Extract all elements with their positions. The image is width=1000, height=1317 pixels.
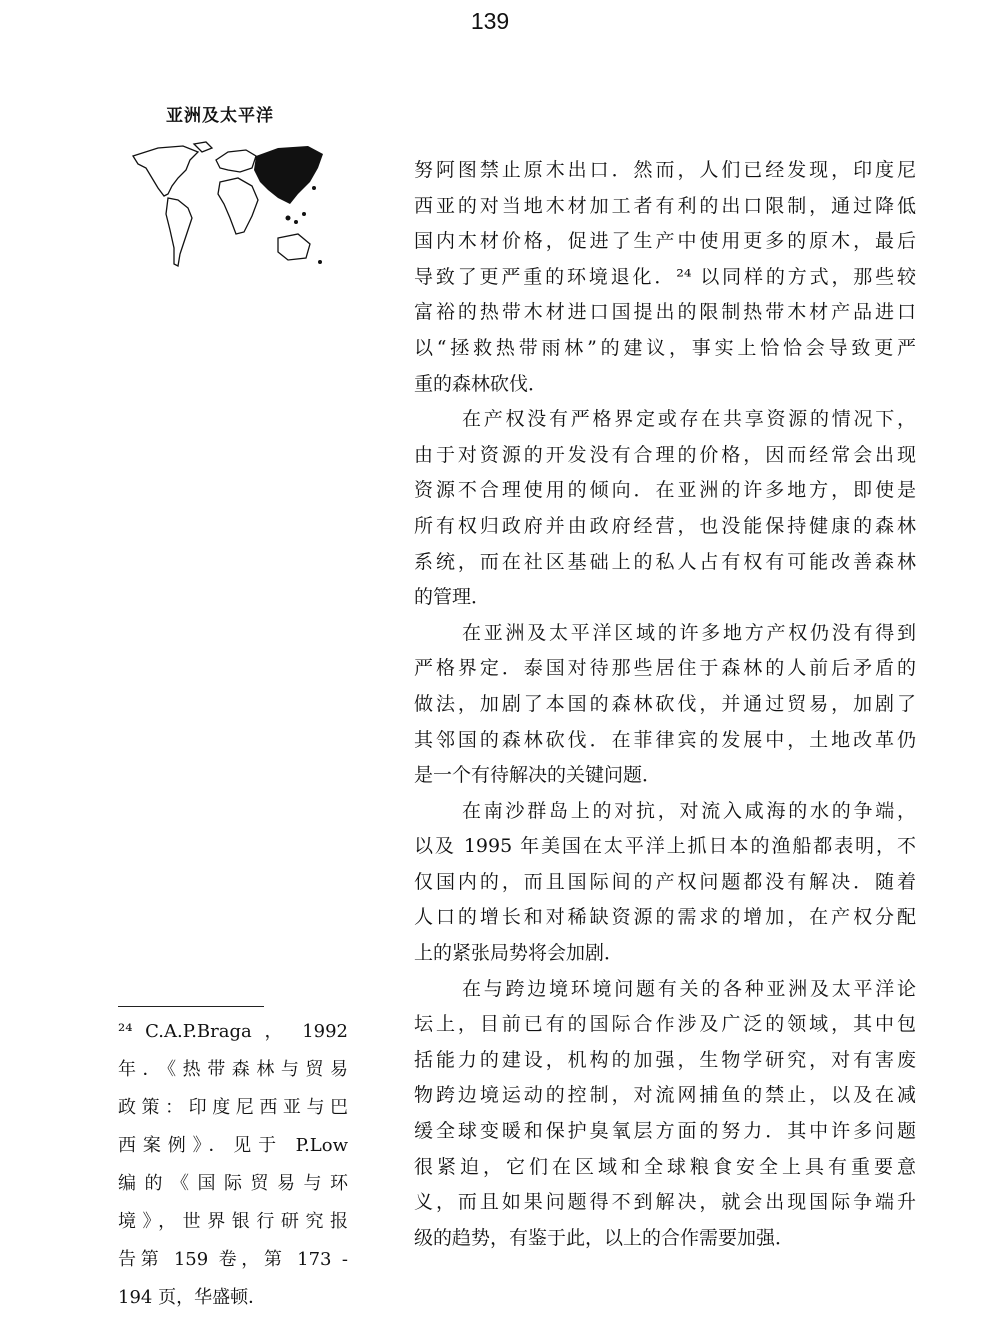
asia-highlight [254, 146, 323, 204]
text-line: 导致了更严重的环境退化．²⁴ 以同样的方式，那些较 [414, 265, 916, 288]
text-line: 严格界定．泰国对待那些居住于森林的人前后矛盾的 [414, 657, 916, 680]
text-line: 在产权没有严格界定或存在共享资源的情况下， [462, 408, 916, 431]
text-line: 义，而且如果问题得不到解决，就会出现国际争端升 [414, 1191, 916, 1214]
text-line: 人口的增长和对稀缺资源的需求的增加，在产权分配 [414, 906, 916, 929]
footnote-line: 编的《国际贸易与环 [118, 1173, 348, 1194]
footnote-line: 西案例》．见于 P.Low [118, 1135, 348, 1156]
footnote-line: 境》，世界银行研究报 [118, 1211, 348, 1232]
text-line: 括能力的建设，机构的加强，生物学研究，对有害废 [414, 1048, 916, 1071]
text-line: 的管理． [414, 586, 491, 609]
footnote-line: 年．《热带森林与贸易 [118, 1059, 348, 1080]
text-line: 在与跨边境环境问题有关的各种亚洲及太平洋论 [462, 977, 916, 1000]
text-line: 在亚洲及太平洋区域的许多地方产权仍没有得到 [462, 621, 916, 644]
paragraph [414, 972, 916, 1257]
text-line: 物跨边境运动的控制，对流网捕鱼的禁止，以及在减 [414, 1084, 916, 1107]
text-line: 富裕的热带木材进口国提出的限制热带木材产品进口 [414, 301, 916, 324]
region-heading: 亚洲及太平洋 [166, 106, 274, 126]
text-line: 以“拯救热带雨林”的建议，事实上恰恰会导致更严 [414, 336, 916, 359]
text-line: 坛上，目前已有的国际合作涉及广泛的领域，其中包 [414, 1013, 916, 1036]
text-line: 资源不合理使用的倾向．在亚洲的许多地方，即使是 [414, 479, 916, 502]
page-number: 139 [470, 8, 510, 34]
text-line: 系统，而在社区基础上的私人占有权有可能改善森林 [414, 550, 916, 573]
paragraph [414, 794, 916, 972]
text-line: 做法，加剧了本国的森林砍伐，并通过贸易，加剧了 [414, 692, 916, 715]
text-line: 以及 1995 年美国在太平洋上抓日本的渔船都表明，不 [414, 835, 916, 858]
text-line: 国内木材价格，促进了生产中使用更多的原木，最后 [414, 230, 916, 253]
footnote-line: 告第 159 卷，第 173 - [118, 1249, 348, 1270]
text-line: 级的趋势，有鉴于此，以上的合作需要加强． [414, 1226, 795, 1249]
footnote [118, 1013, 348, 1317]
text-line: 仅国内的，而且国际间的产权问题都没有解决．随着 [414, 870, 916, 893]
footnote-divider [118, 1006, 264, 1007]
footnote-line: ²⁴ C.A.P.Braga ， 1992 [118, 1021, 348, 1042]
world-map-icon [128, 138, 328, 278]
text-line: 努阿图禁止原木出口．然而，人们已经发现，印度尼 [414, 159, 916, 181]
paragraph [414, 616, 916, 794]
text-line: 在南沙群岛上的对抗，对流入咸海的水的争端， [462, 799, 916, 822]
paragraph [414, 402, 916, 616]
text-line: 上的紧张局势将会加剧． [414, 942, 624, 965]
text-line: 其邻国的森林砍伐．在菲律宾的发展中，土地改革仍 [414, 728, 916, 751]
text-line: 所有权归政府并由政府经营，也没能保持健康的森林 [414, 514, 916, 537]
footnote-line: 194 页，华盛顿． [118, 1287, 267, 1308]
text-line: 缓全球变暖和保护臭氧层方面的努力．其中许多问题 [414, 1120, 916, 1143]
text-line: 是一个有待解决的关键问题． [414, 764, 662, 787]
text-line: 由于对资源的开发没有合理的价格，因而经常会出现 [414, 443, 916, 466]
footnote-line: 政策：印度尼西亚与巴 [118, 1097, 348, 1118]
paragraph [414, 153, 916, 402]
body-text [414, 153, 916, 1256]
text-line: 重的森林砍伐． [414, 372, 548, 395]
text-line: 西亚的对当地木材加工者有利的出口限制，通过降低 [414, 194, 916, 217]
text-line: 很紧迫，它们在区域和全球粮食安全上具有重要意 [414, 1155, 916, 1178]
